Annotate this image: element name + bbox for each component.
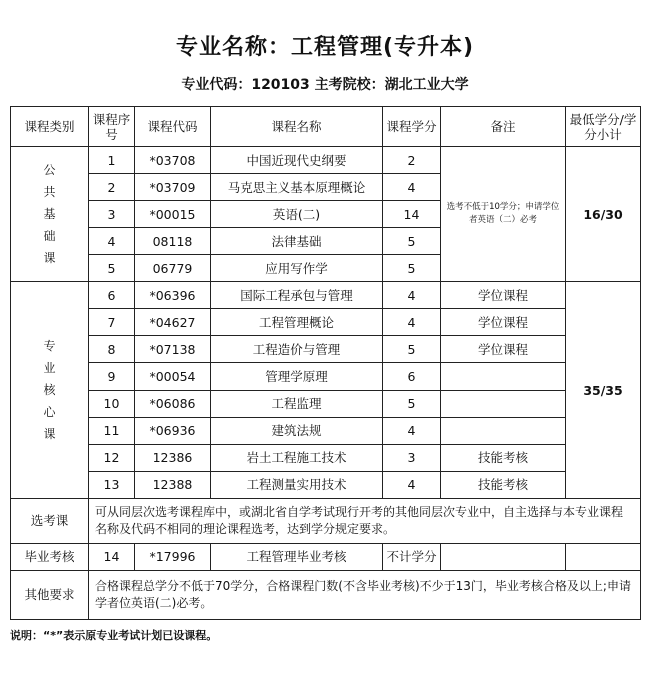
course-remark [441,417,566,444]
course-name: 国际工程承包与管理 [211,282,383,309]
graduation-row [11,543,641,570]
course-seq: 12 [89,444,135,471]
course-code: *00015 [135,201,211,228]
course-name: 岩土工程施工技术 [211,444,383,471]
course-credit: 3 [383,444,441,471]
header-category: 课程类别 [11,107,89,147]
elective-text: 可从同层次选考课程库中，或湖北省自学考试现行开考的其他同层次专业中，自主选择与本专业课程名称及代码不相同的理论课程选考，达到学分规定要求。 [89,498,641,543]
course-credit: 4 [383,282,441,309]
course-remark: 学位课程 [441,309,566,336]
course-seq: 4 [89,228,135,255]
course-code: 06779 [135,255,211,282]
course-remark [441,363,566,390]
course-seq: 1 [89,147,135,174]
elective-category: 选考课 [11,498,89,543]
other-category: 其他要求 [11,570,89,619]
course-code: *06936 [135,417,211,444]
graduation-remark [441,543,566,570]
course-credit: 4 [383,417,441,444]
course-remark: 学位课程 [441,282,566,309]
table-header-row [11,107,641,147]
course-code: *03708 [135,147,211,174]
graduation-code: *17996 [135,543,211,570]
graduation-seq: 14 [89,543,135,570]
footnote: 说明：“*”表示原专业考试计划已设课程。 [10,629,218,642]
course-name: 工程测量实用技术 [211,471,383,498]
course-name: 法律基础 [211,228,383,255]
table-row [11,282,641,309]
table-row [11,444,641,471]
group1-min-credit: 16/30 [566,147,641,282]
course-code: *07138 [135,336,211,363]
course-seq: 11 [89,417,135,444]
other-row [11,570,641,619]
course-name: 中国近现代史纲要 [211,147,383,174]
course-name: 应用写作学 [211,255,383,282]
course-credit: 5 [383,228,441,255]
course-name: 管理学原理 [211,363,383,390]
course-name: 马克思主义基本原理概论 [211,174,383,201]
course-remark: 技能考核 [441,444,566,471]
course-name: 工程造价与管理 [211,336,383,363]
graduation-category: 毕业考核 [11,543,89,570]
elective-row [11,498,641,543]
course-remark: 技能考核 [441,471,566,498]
course-code: 12386 [135,444,211,471]
course-remark [441,390,566,417]
course-remark: 学位课程 [441,336,566,363]
course-seq: 3 [89,201,135,228]
category-core: 专业核心课 [11,282,89,498]
table-row [11,417,641,444]
header-seq: 课程序号 [89,107,135,147]
header-min: 最低学分/学分小计 [566,107,641,147]
course-credit: 4 [383,309,441,336]
course-name: 英语(二) [211,201,383,228]
header-remark: 备注 [441,107,566,147]
course-table [10,106,641,620]
category-public: 公共基础课 [11,147,89,282]
course-credit: 4 [383,174,441,201]
course-code: *04627 [135,309,211,336]
header-credit: 课程学分 [383,107,441,147]
course-credit: 5 [383,390,441,417]
page-subtitle: 专业代码：120103 主考院校：湖北工业大学 [181,77,469,93]
course-seq: 8 [89,336,135,363]
group2-min-credit: 35/35 [566,282,641,498]
table-row [11,309,641,336]
course-seq: 10 [89,390,135,417]
course-seq: 7 [89,309,135,336]
table-row [11,363,641,390]
course-credit: 2 [383,147,441,174]
graduation-credit: 不计学分 [383,543,441,570]
course-code: *00054 [135,363,211,390]
course-code: *06396 [135,282,211,309]
course-seq: 9 [89,363,135,390]
course-name: 建筑法规 [211,417,383,444]
group1-remark: 选考不低于10学分；申请学位者英语（二）必考 [441,147,566,282]
course-name: 工程管理概论 [211,309,383,336]
other-text: 合格课程总学分不低于70学分，合格课程门数(不含毕业考核)不少于13门，毕业考核合格及以上;申请学者位英语(二)必考。 [89,570,641,619]
course-seq: 6 [89,282,135,309]
course-code: *06086 [135,390,211,417]
graduation-min [566,543,641,570]
course-seq: 13 [89,471,135,498]
header-name: 课程名称 [211,107,383,147]
table-row [11,390,641,417]
course-code: 12388 [135,471,211,498]
course-seq: 2 [89,174,135,201]
table-row [11,471,641,498]
course-credit: 14 [383,201,441,228]
table-row [11,336,641,363]
course-credit: 5 [383,336,441,363]
header-code: 课程代码 [135,107,211,147]
course-code: *03709 [135,174,211,201]
page-title: 专业名称：工程管理(专升本) [175,35,475,60]
course-credit: 6 [383,363,441,390]
course-code: 08118 [135,228,211,255]
course-seq: 5 [89,255,135,282]
course-name: 工程监理 [211,390,383,417]
course-credit: 4 [383,471,441,498]
table-row [11,147,641,174]
graduation-name: 工程管理毕业考核 [211,543,383,570]
course-credit: 5 [383,255,441,282]
